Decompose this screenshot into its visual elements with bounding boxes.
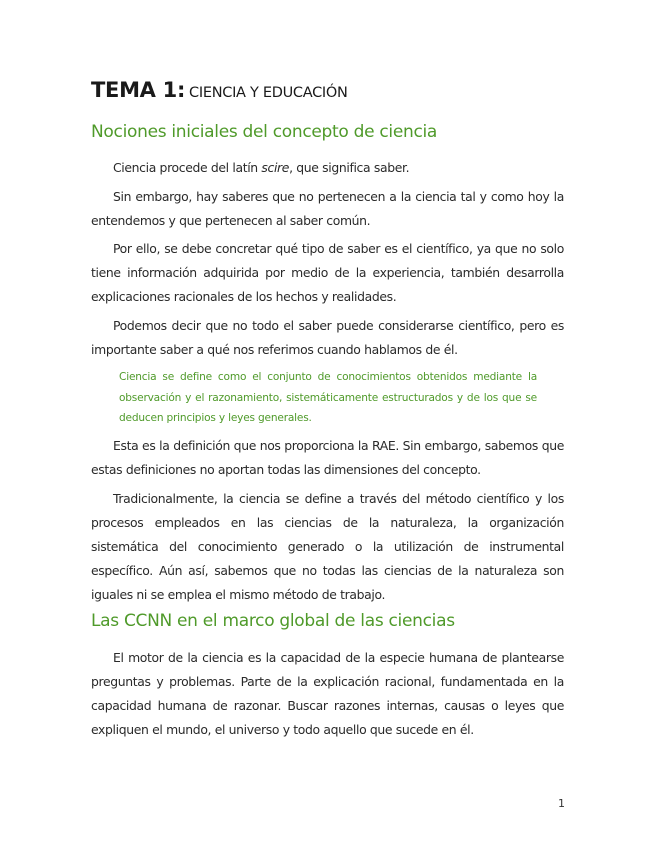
paragraph-motor-ciencia: El motor de la ciencia es la capacidad de la especie humana de plantearse preguntas y problemas. Parte de la explicación racional, fundamentada en la capacidad humana de razonar. Buscar razones internas, causas o leyes que expliquen el mundo, el universo y todo aquello que sucede en él. [91,650,564,737]
title-subtitle: CIENCIA Y EDUCACIÓN [189,85,348,101]
paragraph-ciencia-origen [91,156,564,180]
paragraph-consideracion: Podemos decir que no todo el saber puede considerarse científico, pero es importante saber a qué nos referimos cuando hablamos de él. [91,318,564,357]
paragraph-text: Ciencia procede del latín [113,160,262,175]
section-heading-ccnn: Las CCNN en el marco global de las ciencias [91,611,455,631]
latin-term: scire [261,160,290,175]
paragraph-text: , que significa saber. [289,160,410,175]
paragraph-tradicionalmente: Tradicionalmente, la ciencia se define a través del método científico y los procesos empleados en las ciencias de la naturaleza, la organización sistemática del conocimiento generado o la utilización de instrumental específico. Aún así, sabemos que no todas las ciencias de la naturaleza son iguales ni se emplea el mismo método de trabajo. [91,491,564,602]
page-number: 1 [558,797,565,810]
page-title [91,78,564,102]
paragraph-rae: Esta es la definición que nos proporciona la RAE. Sin embargo, sabemos que estas definiciones no aportan todas las dimensiones del concepto. [91,438,564,477]
paragraph-saber-cientifico: Por ello, se debe concretar qué tipo de saber es el científico, ya que no solo tiene información adquirida por medio de la experiencia, también desarrolla explicaciones racionales de los hechos y realidades. [91,241,564,304]
section-heading-nociones: Nociones iniciales del concepto de ciencia [91,122,438,142]
definition-quote: Ciencia se define como el conjunto de conocimientos obtenidos mediante la observación y el razonamiento, sistemáticamente estructurados y de los que se deducen principios y leyes generales. [119,371,537,424]
title-main: TEMA 1: [91,78,186,102]
paragraph-saber-comun: Sin embargo, hay saberes que no pertenecen a la ciencia tal y como hoy la entendemos y que pertenecen al saber común. [91,189,564,228]
